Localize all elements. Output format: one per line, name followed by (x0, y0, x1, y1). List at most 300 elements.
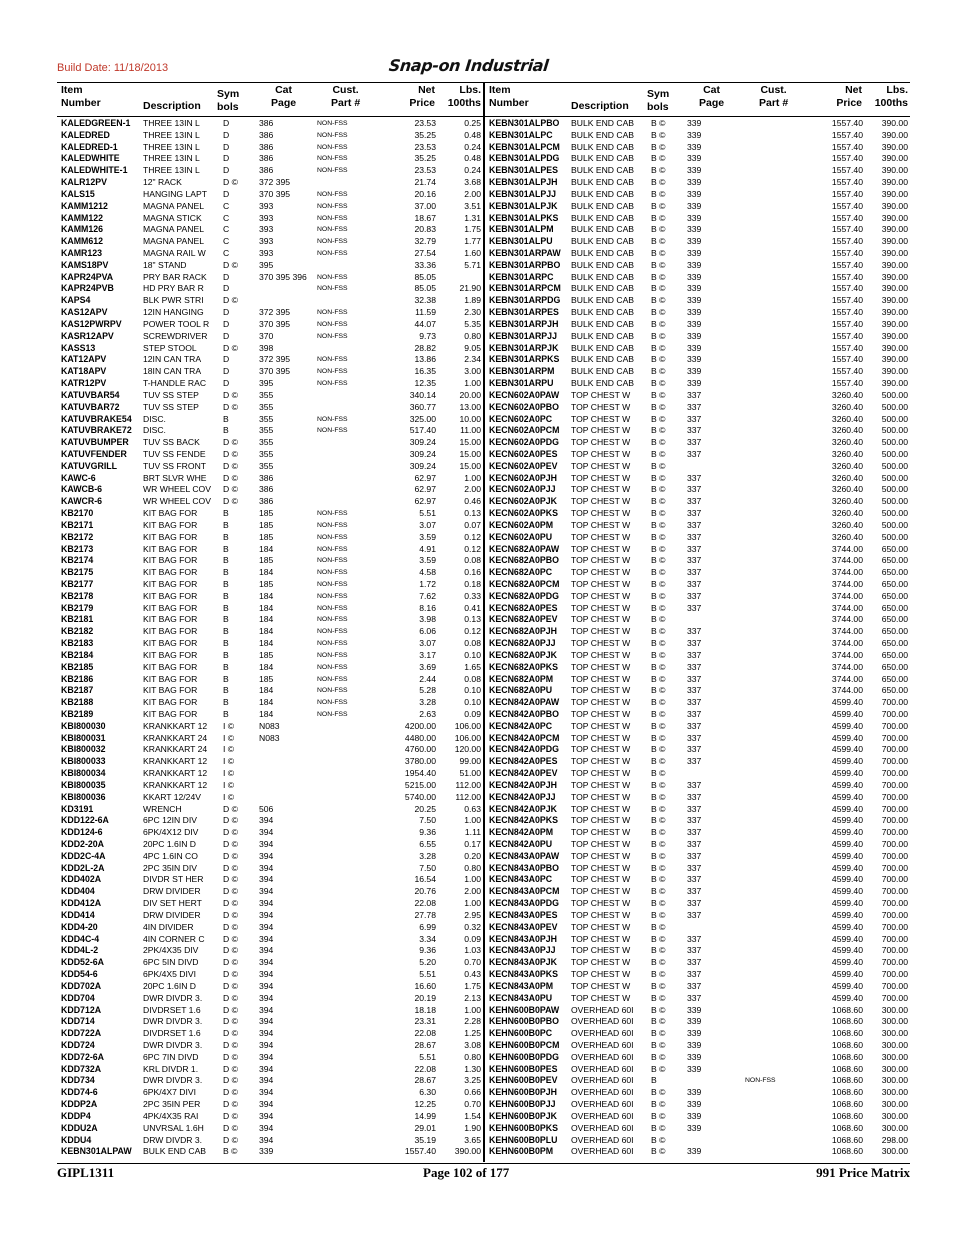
item-number: KECN842A0PDG (489, 744, 559, 755)
weight-lbs: 500.00 (881, 413, 908, 424)
item-number: KECN682A0PDG (489, 590, 559, 601)
description: KRANKKART 12 (143, 720, 208, 731)
cat-page: 386 (259, 153, 274, 164)
weight-lbs: 390.00 (881, 212, 908, 223)
weight-lbs: 0.10 (464, 685, 481, 696)
table-row (487, 579, 910, 591)
net-price: 3744.00 (831, 673, 863, 684)
net-price: 5.51 (419, 508, 436, 519)
item-number: KECN682A0PJK (489, 649, 557, 660)
description: KIT BAG FOR (143, 626, 198, 637)
weight-lbs: 700.00 (881, 862, 908, 873)
item-number: KDD2L-2A (61, 862, 105, 873)
symbols: C (223, 224, 230, 235)
net-price: 1068.60 (831, 1087, 863, 1098)
description: TOP CHEST W (571, 602, 631, 613)
cat-page: 394 (259, 1051, 274, 1062)
cat-page: 355 (259, 401, 274, 412)
cust-part: NON-FSS (745, 1077, 776, 1085)
cat-page: 339 (687, 188, 702, 199)
weight-lbs: 15.00 (459, 437, 481, 448)
symbols: B © (651, 1146, 666, 1157)
table-row (59, 1064, 483, 1076)
description: THREE 13IN L (143, 129, 200, 140)
weight-lbs: 650.00 (881, 567, 908, 578)
symbols: B © (651, 874, 666, 885)
description: UNVRSAL 1.6H (143, 1122, 204, 1133)
net-price: 8.16 (419, 602, 436, 613)
table-row (59, 165, 483, 177)
item-number: KALR12PV (61, 177, 107, 188)
weight-lbs: 700.00 (881, 909, 908, 920)
table-row (59, 685, 483, 697)
description: 6PC 12IN DIV (143, 815, 197, 826)
description: TOP CHEST W (571, 886, 631, 897)
cust-part: NON-FSS (317, 155, 348, 163)
cat-page: 337 (687, 413, 702, 424)
symbols: B © (651, 850, 666, 861)
cat-page: 394 (259, 815, 274, 826)
symbols: B © (651, 827, 666, 838)
weight-lbs: 1.90 (464, 1122, 481, 1133)
item-number: KECN602A0PKS (489, 508, 558, 519)
item-number: KEBN301ALPC (489, 129, 553, 140)
item-number: KB2175 (61, 567, 94, 578)
table-row (487, 1075, 910, 1087)
description: TOP CHEST W (571, 803, 631, 814)
net-price: 12.25 (414, 1099, 436, 1110)
description: OVERHEAD 60I (571, 1122, 634, 1133)
net-price: 62.97 (414, 496, 436, 507)
table-row (59, 851, 483, 863)
symbols: D © (223, 1063, 238, 1074)
description: BULK END CAB (571, 200, 635, 211)
symbols: B (223, 673, 229, 684)
table-row (59, 1016, 483, 1028)
table-row (487, 756, 910, 768)
description: THREE 13IN L (143, 118, 200, 128)
symbols: B © (651, 1063, 666, 1074)
weight-lbs: 0.18 (464, 578, 481, 589)
weight-lbs: 650.00 (881, 602, 908, 613)
item-number: KECN843A0PC (489, 874, 553, 885)
net-price: 4760.00 (404, 744, 436, 755)
table-row (59, 378, 483, 390)
item-number: KAS12PWRPV (61, 318, 122, 329)
table-row (59, 544, 483, 556)
net-price: 3744.00 (831, 638, 863, 649)
description: TOP CHEST W (571, 791, 631, 802)
weight-lbs: 0.41 (464, 602, 481, 613)
description: TOP CHEST W (571, 531, 631, 542)
description: OVERHEAD 60I (571, 1063, 634, 1074)
weight-lbs: 0.33 (464, 590, 481, 601)
item-number: KECN843A0PDG (489, 898, 559, 909)
table-row (59, 827, 483, 839)
net-price: 1068.60 (831, 1146, 863, 1157)
symbols: B © (651, 413, 666, 424)
symbols: B (223, 685, 229, 696)
description: TOP CHEST W (571, 756, 631, 767)
weight-lbs: 0.08 (464, 555, 481, 566)
item-number: KEBN301ALPU (489, 236, 553, 247)
symbols: D © (223, 1051, 238, 1062)
table-row (487, 213, 910, 225)
item-number: KEBN301ARPBO (489, 259, 561, 270)
weight-lbs: 650.00 (881, 638, 908, 649)
symbols: B © (651, 567, 666, 578)
description: OVERHEAD 60I (571, 1110, 634, 1121)
cust-part: NON-FSS (317, 580, 348, 588)
net-price: 1557.40 (831, 295, 863, 306)
weight-lbs: 0.48 (464, 129, 481, 140)
weight-lbs: 2.13 (464, 992, 481, 1003)
item-number: KASR12APV (61, 330, 114, 341)
cat-page: 339 (687, 1146, 702, 1157)
net-price: 4599.40 (831, 756, 863, 767)
description: KIT BAG FOR (143, 697, 198, 708)
description: KIT BAG FOR (143, 567, 198, 578)
table-row (59, 650, 483, 662)
cat-page: 339 (687, 129, 702, 140)
symbols: D © (223, 342, 238, 353)
weight-lbs: 700.00 (881, 744, 908, 755)
item-number: KALEDWHITE (61, 153, 120, 164)
cat-page: 337 (687, 839, 702, 850)
net-price: 3260.40 (831, 460, 863, 471)
description: KIT BAG FOR (143, 614, 198, 625)
item-number: KEBN301ALPCM (489, 141, 560, 152)
net-price: 1557.40 (831, 188, 863, 199)
net-price: 1557.40 (831, 141, 863, 152)
description: BULK END CAB (571, 118, 635, 128)
net-price: 32.79 (414, 236, 436, 247)
table-row (487, 1135, 910, 1147)
table-row (487, 165, 910, 177)
net-price: 5.51 (419, 969, 436, 980)
net-price: 4599.40 (831, 992, 863, 1003)
table-row (59, 1135, 483, 1147)
table-row (59, 579, 483, 591)
table-row (59, 744, 483, 756)
symbols: B © (651, 862, 666, 873)
symbols: B © (651, 248, 666, 259)
description: BULK END CAB (571, 188, 635, 199)
item-number: KATUVBAR54 (61, 389, 120, 400)
item-number: KDD732A (61, 1063, 102, 1074)
item-number: KAMM126 (61, 224, 104, 235)
symbols: B (223, 626, 229, 637)
net-price: 6.06 (419, 626, 436, 637)
table-row (487, 118, 910, 130)
item-number: KEHN600B0PKS (489, 1122, 558, 1133)
weight-lbs: 112.00 (455, 791, 481, 802)
cat-page: 337 (687, 744, 702, 755)
table-row (59, 863, 483, 875)
description: TUV SS STEP (143, 401, 199, 412)
symbols: B © (651, 543, 666, 554)
weight-lbs: 700.00 (881, 815, 908, 826)
weight-lbs: 1.00 (464, 472, 481, 483)
symbols: D (223, 354, 230, 365)
footer-page-number: Page 102 of 177 (423, 1165, 510, 1180)
item-number: KASS13 (61, 342, 96, 353)
cat-page: 394 (259, 909, 274, 920)
description: BULK END CAB (571, 165, 635, 176)
description: TOP CHEST W (571, 992, 631, 1003)
net-price: 3260.40 (831, 508, 863, 519)
cat-page: 386 (259, 141, 274, 152)
description: TOP CHEST W (571, 697, 631, 708)
symbols: B © (651, 271, 666, 282)
table-row (59, 213, 483, 225)
net-price: 3744.00 (831, 614, 863, 625)
item-number: KECN682A0PJJ (489, 638, 556, 649)
table-row (487, 473, 910, 485)
item-number: KATUVFENDER (61, 448, 127, 459)
table-row (59, 815, 483, 827)
description: STEP STOOL (143, 342, 197, 353)
description: MAGNA PANEL (143, 236, 204, 247)
cust-part: NON-FSS (317, 640, 348, 648)
description: KRANKKART 12 (143, 756, 208, 767)
net-price: 1557.40 (831, 259, 863, 270)
item-number: KDD72-6A (61, 1051, 105, 1062)
weight-lbs: 500.00 (881, 401, 908, 412)
header-cat-page: Cat Page (699, 84, 725, 109)
cust-part: NON-FSS (317, 190, 348, 198)
table-row (487, 993, 910, 1005)
item-number: KATR12PV (61, 378, 107, 389)
symbols: D © (223, 886, 238, 897)
item-number: KECN602A0PM (489, 519, 554, 530)
description: KIT BAG FOR (143, 673, 198, 684)
symbols: B © (651, 389, 666, 400)
cat-page: 185 (259, 649, 274, 660)
weight-lbs: 390.00 (881, 236, 908, 247)
item-number: KB2178 (61, 590, 94, 601)
weight-lbs: 700.00 (881, 945, 908, 956)
table-row (487, 567, 910, 579)
table-row (59, 177, 483, 189)
symbols: B © (651, 1087, 666, 1098)
cat-page: 394 (259, 1099, 274, 1110)
table-row (487, 863, 910, 875)
cat-page: 337 (687, 496, 702, 507)
weight-lbs: 3.68 (464, 177, 481, 188)
description: BULK END CAB (571, 354, 635, 365)
table-row (487, 260, 910, 272)
weight-lbs: 0.13 (464, 508, 481, 519)
item-number: KEBN301ARPJH (489, 318, 559, 329)
cust-part: NON-FSS (317, 427, 348, 435)
weight-lbs: 0.46 (464, 496, 481, 507)
weight-lbs: 650.00 (881, 543, 908, 554)
table-row (487, 378, 910, 390)
description: TOP CHEST W (571, 921, 631, 932)
item-number: KECN843A0PM (489, 980, 554, 991)
weight-lbs: 650.00 (881, 590, 908, 601)
symbols: I © (223, 720, 235, 731)
net-price: 3260.40 (831, 389, 863, 400)
item-number: KDD724 (61, 1039, 95, 1050)
cat-page: 184 (259, 697, 274, 708)
header-lbs: Lbs. 100ths (874, 84, 908, 109)
net-price: 4599.40 (831, 957, 863, 968)
cat-page: 337 (687, 472, 702, 483)
cat-page: 184 (259, 567, 274, 578)
cat-page: 337 (687, 543, 702, 554)
table-row (59, 331, 483, 343)
description: KIT BAG FOR (143, 602, 198, 613)
cat-page: 337 (687, 720, 702, 731)
net-price: 4599.40 (831, 980, 863, 991)
symbols: B © (651, 484, 666, 495)
symbols: D © (223, 1039, 238, 1050)
net-price: 62.97 (414, 472, 436, 483)
cat-page: 355 (259, 448, 274, 459)
header-lbs: Lbs. 100ths (447, 84, 481, 109)
net-price: 309.24 (409, 437, 436, 448)
item-number: KECN602A0PCM (489, 425, 560, 436)
description: KIT BAG FOR (143, 649, 198, 660)
cat-page: 337 (687, 874, 702, 885)
net-price: 6.30 (419, 1087, 436, 1098)
cat-page: 394 (259, 1004, 274, 1015)
symbols: B © (651, 555, 666, 566)
cust-part: NON-FSS (317, 521, 348, 529)
weight-lbs: 3.08 (464, 1039, 481, 1050)
symbols: B © (651, 165, 666, 176)
table-row (59, 414, 483, 426)
description: OVERHEAD 60I (571, 1099, 634, 1110)
table-row (487, 532, 910, 544)
cat-page: N083 (259, 720, 280, 731)
weight-lbs: 10.00 (459, 413, 481, 424)
symbols: B © (651, 1051, 666, 1062)
net-price: 1557.40 (831, 354, 863, 365)
cat-page: 506 (259, 803, 274, 814)
net-price: 1557.40 (831, 283, 863, 294)
item-number: KEBN301ARPES (489, 307, 559, 318)
weight-lbs: 2.34 (464, 354, 481, 365)
cat-page: 337 (687, 519, 702, 530)
net-price: 3.59 (419, 531, 436, 542)
description: BULK END CAB (571, 378, 635, 389)
weight-lbs: 1.00 (464, 815, 481, 826)
item-number: KDD2C-4A (61, 850, 106, 861)
symbols: B © (651, 626, 666, 637)
symbols: B © (651, 649, 666, 660)
description: KIT BAG FOR (143, 638, 198, 649)
description: TUV SS BACK (143, 437, 200, 448)
header-rule-right (485, 116, 910, 117)
net-price: 20.19 (414, 992, 436, 1003)
item-number: KECN842A0PJH (489, 779, 557, 790)
table-row (487, 815, 910, 827)
description: 2PC 35IN DIV (143, 862, 197, 873)
net-price: 20.16 (414, 188, 436, 199)
cat-page: 337 (687, 484, 702, 495)
description: TOP CHEST W (571, 862, 631, 873)
weight-lbs: 15.00 (459, 448, 481, 459)
net-price: 3780.00 (404, 756, 436, 767)
net-price: 1068.60 (831, 1075, 863, 1086)
cat-page: 339 (687, 354, 702, 365)
item-number: KEHN600B0PJJ (489, 1099, 556, 1110)
symbols: D (223, 153, 230, 164)
description: SCREWDRIVER (143, 330, 208, 341)
cust-part: NON-FSS (317, 687, 348, 695)
cat-page: 394 (259, 827, 274, 838)
symbols: B © (651, 661, 666, 672)
item-number: KECN682A0PES (489, 602, 558, 613)
description: TOP CHEST W (571, 437, 631, 448)
description: OVERHEAD 60I (571, 1087, 634, 1098)
description: TOP CHEST W (571, 839, 631, 850)
net-price: 517.40 (409, 425, 436, 436)
net-price: 4480.00 (404, 732, 436, 743)
cat-page: 394 (259, 933, 274, 944)
cat-page: 339 (687, 307, 702, 318)
item-number: KDDP4 (61, 1110, 91, 1121)
cat-page: 337 (687, 898, 702, 909)
table-row (59, 1146, 483, 1158)
symbols: B © (651, 283, 666, 294)
net-price: 4599.40 (831, 803, 863, 814)
net-price: 4599.40 (831, 862, 863, 873)
symbols: D © (223, 992, 238, 1003)
table-row (487, 650, 910, 662)
net-price: 1557.40 (831, 330, 863, 341)
net-price: 2.44 (419, 673, 436, 684)
item-number: KB2182 (61, 626, 94, 637)
net-price: 3744.00 (831, 602, 863, 613)
weight-lbs: 390.00 (881, 188, 908, 199)
symbols: D © (223, 1016, 238, 1027)
description: BULK END CAB (571, 248, 635, 259)
description: BULK END CAB (571, 177, 635, 188)
net-price: 3.69 (419, 661, 436, 672)
net-price: 9.36 (419, 827, 436, 838)
net-price: 1068.60 (831, 1016, 863, 1027)
weight-lbs: 0.16 (464, 567, 481, 578)
cat-page: 355 (259, 389, 274, 400)
header-rule-left (57, 116, 483, 117)
net-price: 1557.40 (831, 165, 863, 176)
item-number: KATUVGRILL (61, 460, 118, 471)
symbols: B © (651, 578, 666, 589)
net-price: 1557.40 (404, 1146, 436, 1157)
table-row (487, 851, 910, 863)
description: TUV SS FENDE (143, 448, 206, 459)
description: THREE 13IN L (143, 153, 200, 164)
table-row (487, 709, 910, 721)
description: TOP CHEST W (571, 874, 631, 885)
net-price: 5.28 (419, 685, 436, 696)
cat-page: 393 (259, 212, 274, 223)
cat-page: 370 395 396 (259, 271, 307, 282)
weight-lbs: 0.10 (464, 697, 481, 708)
net-price: 3.28 (419, 850, 436, 861)
net-price: 4.58 (419, 567, 436, 578)
symbols: B © (651, 945, 666, 956)
cat-page: 372 395 (259, 307, 291, 318)
weight-lbs: 0.32 (464, 921, 481, 932)
description: TOP CHEST W (571, 945, 631, 956)
item-number: KEBN301ALPJK (489, 200, 558, 211)
table-row (59, 981, 483, 993)
